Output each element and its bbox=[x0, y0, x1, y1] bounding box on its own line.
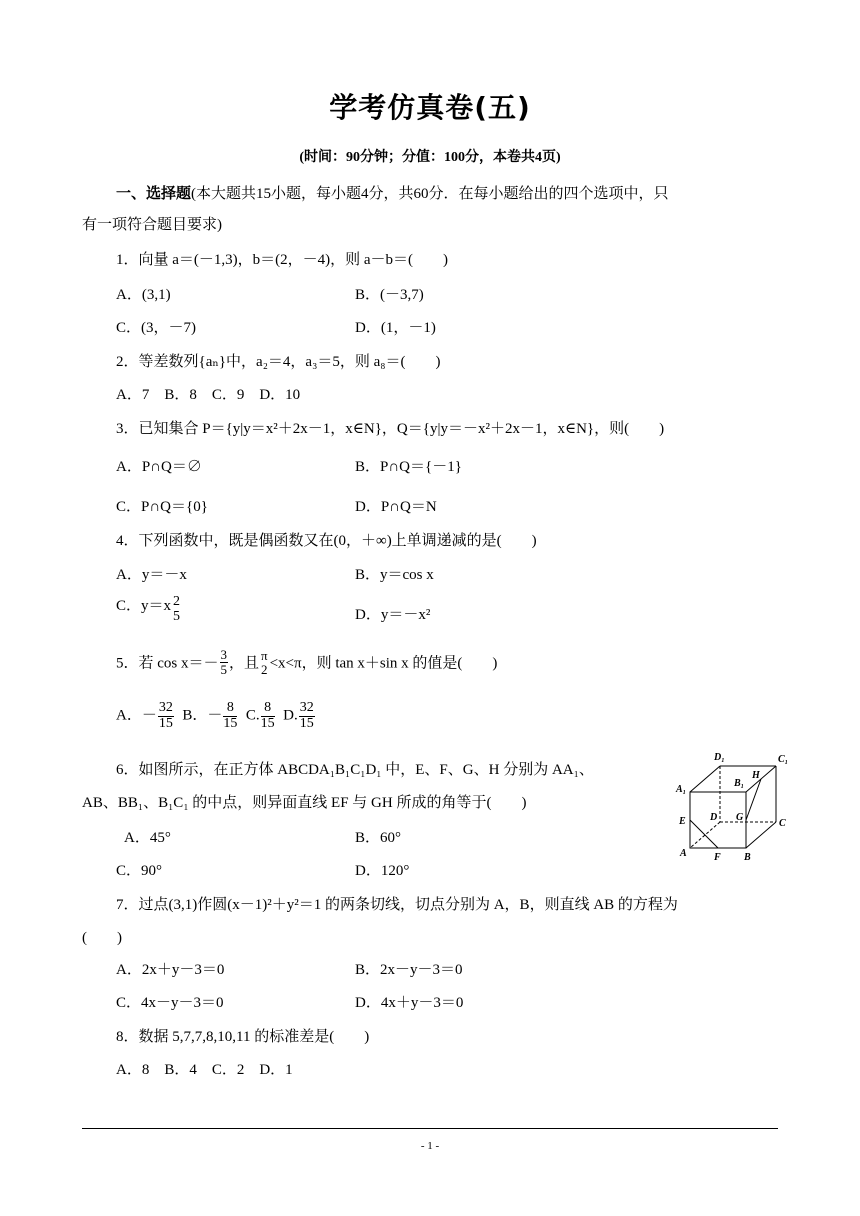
q7-option-a: A．2x＋y－3＝0 bbox=[116, 962, 225, 978]
cube-figure bbox=[672, 748, 796, 864]
q5-a-den: 15 bbox=[158, 715, 173, 731]
question-5-stem bbox=[116, 648, 497, 676]
q5-b-num: 8 bbox=[223, 701, 237, 717]
q1-option-d: D．(1，－1) bbox=[355, 320, 436, 336]
q5-stem-b: ，且 bbox=[229, 655, 260, 672]
q5-options bbox=[116, 701, 316, 731]
q4-option-c bbox=[116, 594, 182, 625]
question-2-stem: 2．等差数列{aₙ}中，a₂＝4，a₃＝5，则 a₈＝( ) bbox=[116, 354, 441, 370]
q5-frac2-num: π bbox=[261, 648, 268, 663]
label-h: H bbox=[752, 770, 760, 781]
label-b1: B₁ bbox=[734, 778, 745, 789]
exam-info: (时间：90分钟；分值：100分，本卷共4页) bbox=[299, 150, 561, 165]
label-e: E bbox=[679, 816, 686, 827]
label-b: B bbox=[744, 852, 751, 863]
q5-b-den: 15 bbox=[223, 715, 238, 731]
q4-exp-den: 5 bbox=[173, 609, 181, 624]
q6-option-b: B．60° bbox=[355, 830, 402, 846]
q8-options: A．8 B．4 C．2 D．1 bbox=[116, 1062, 293, 1078]
q5-stem-a: 5．若 cos x＝－ bbox=[116, 655, 219, 672]
label-f: F bbox=[714, 852, 721, 863]
section-intro bbox=[116, 182, 816, 203]
q4-option-b: B．y＝cos x bbox=[355, 567, 434, 583]
q5-frac1-num: 3 bbox=[220, 647, 227, 662]
section-desc-2: 有一项符合题目要求) bbox=[82, 217, 222, 233]
q3-option-b: B．P∩Q＝{－1} bbox=[355, 459, 462, 475]
label-a: A bbox=[680, 848, 687, 859]
question-7-stem-2: ( ) bbox=[82, 930, 122, 946]
footer-divider bbox=[82, 1128, 778, 1129]
q5-frac2-den: 2 bbox=[261, 661, 268, 677]
section-desc-1: (本大题共15小题，每小题4分，共60分．在每小题给出的四个选项中，只 bbox=[191, 186, 669, 202]
q5-d-label: D. bbox=[283, 707, 298, 724]
q6-option-a: A．45° bbox=[124, 830, 171, 846]
q3-option-a: A．P∩Q＝∅ bbox=[116, 459, 202, 475]
q5-stem-c: <x<π，则 tan x＋sin x 的值是( ) bbox=[269, 655, 498, 672]
question-3-stem: 3．已知集合 P＝{y|y＝x²＋2x－1，x∈N}，Q＝{y|y＝－x²＋2x－1，x∈N}，则( ) bbox=[116, 421, 665, 437]
q5-c-num: 8 bbox=[261, 701, 275, 717]
q7-option-c: C．4x－y－3＝0 bbox=[116, 995, 224, 1011]
q5-c-den: 15 bbox=[260, 715, 275, 731]
q4-option-c-prefix: C．y＝x bbox=[116, 598, 172, 614]
q6-option-c: C．90° bbox=[116, 863, 163, 879]
q1-option-a: A．(3,1) bbox=[116, 287, 171, 303]
q5-b-label: B．－ bbox=[182, 707, 223, 724]
q7-option-b: B．2x－y－3＝0 bbox=[355, 962, 463, 978]
q3-option-d: D．P∩Q＝N bbox=[355, 499, 437, 515]
label-c: C bbox=[779, 818, 786, 829]
q2-options: A．7 B．8 C．9 D．10 bbox=[116, 387, 301, 403]
q5-d-den: 15 bbox=[299, 715, 314, 731]
q6-option-d: D．120° bbox=[355, 863, 410, 879]
q5-c-label: C. bbox=[245, 707, 260, 724]
label-d1: D₁ bbox=[714, 752, 725, 763]
q4-exp-num: 2 bbox=[173, 594, 181, 610]
question-4-stem: 4．下列函数中，既是偶函数又在(0，＋∞)上单调递减的是( ) bbox=[116, 533, 537, 549]
page-title: 学考仿真卷(五) bbox=[329, 91, 531, 124]
q1-option-c: C．(3，－7) bbox=[116, 320, 196, 336]
q5-a-num: 32 bbox=[158, 700, 173, 715]
q4-option-d: D．y＝－x² bbox=[355, 607, 431, 623]
label-d: D bbox=[710, 812, 718, 823]
q5-a-label: A．－ bbox=[116, 707, 157, 724]
label-g: G bbox=[736, 812, 744, 823]
label-a1: A₁ bbox=[676, 784, 687, 795]
section-heading: 一、选择题 bbox=[116, 186, 192, 202]
q5-d-num: 32 bbox=[299, 700, 314, 715]
q1-option-b: B．(－3,7) bbox=[355, 287, 424, 303]
question-8-stem: 8．数据 5,7,7,8,10,11 的标准差是( ) bbox=[116, 1029, 370, 1045]
page-number: - 1 - bbox=[420, 1140, 440, 1152]
q5-frac1-den: 5 bbox=[220, 661, 227, 677]
q7-option-d: D．4x＋y－3＝0 bbox=[355, 995, 464, 1011]
label-c1: C₁ bbox=[778, 754, 789, 765]
q3-option-c: C．P∩Q＝{0} bbox=[116, 499, 208, 515]
question-1-stem: 1．向量 a＝(－1,3)，b＝(2，－4)，则 a－b＝( ) bbox=[116, 252, 449, 268]
question-6-stem-1: 6．如图所示，在正方体 ABCDA₁B₁C₁D₁ 中，E、F、G、H 分别为 AA₁、 bbox=[116, 762, 594, 778]
q4-option-a: A．y＝－x bbox=[116, 567, 187, 583]
question-6-stem-2: AB、BB₁、B₁C₁ 的中点，则异面直线 EF 与 GH 所成的角等于( ) bbox=[82, 795, 527, 811]
question-7-stem-1: 7．过点(3,1)作圆(x－1)²＋y²＝1 的两条切线，切点分别为 A，B，则直线 AB 的方程为 bbox=[116, 897, 678, 913]
